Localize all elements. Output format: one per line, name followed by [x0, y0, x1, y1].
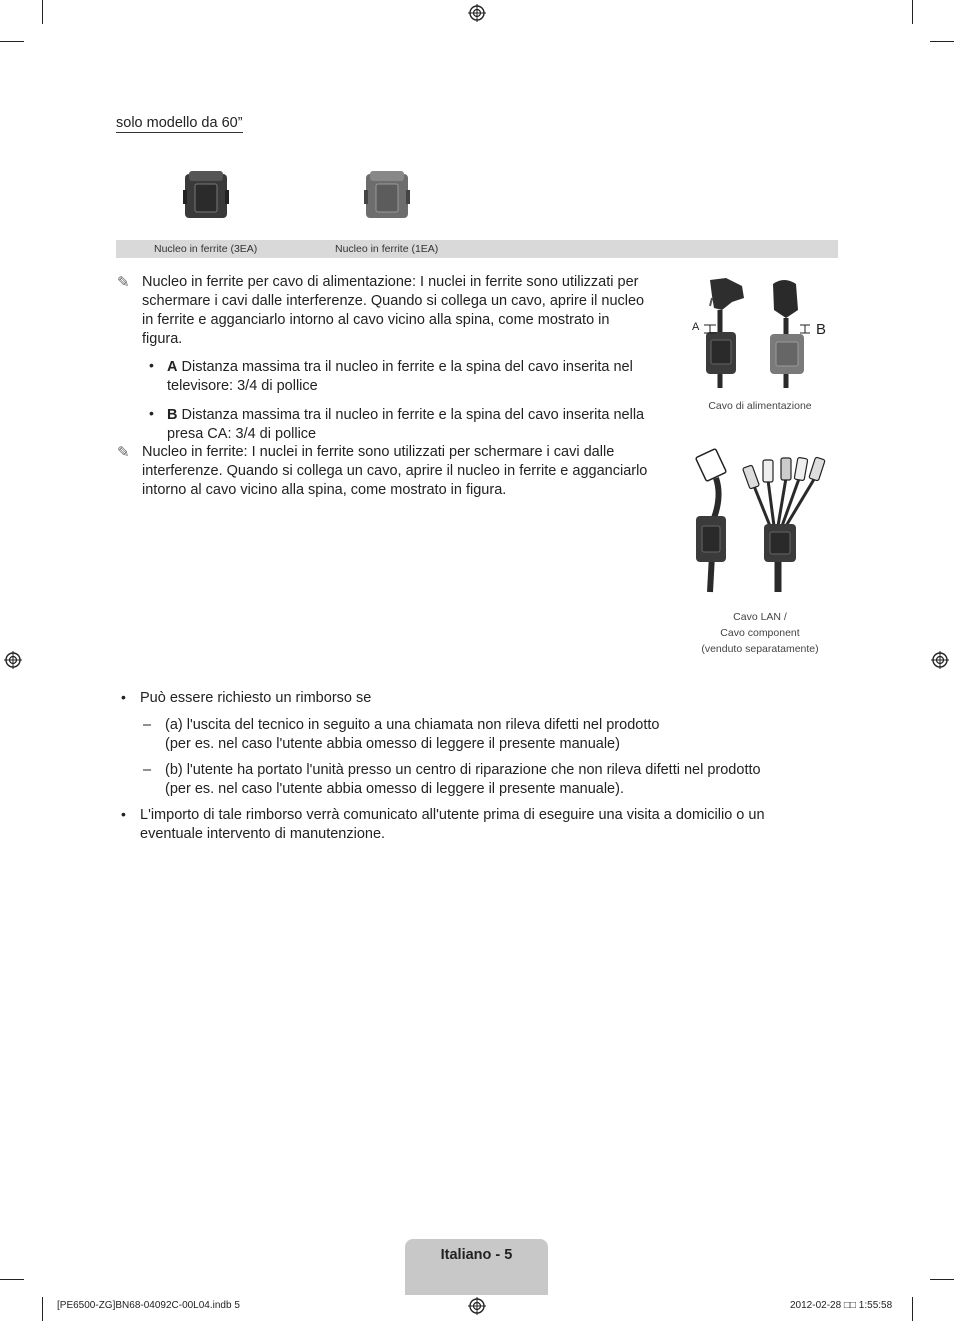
- lan-component-cable-illustration: [692, 446, 832, 594]
- registration-mark-icon: [468, 1297, 486, 1315]
- note-power-text: [142, 273, 682, 349]
- bullet-a-key: A: [167, 359, 178, 375]
- pencil-note-icon: ✎: [117, 444, 130, 461]
- dash-icon: –: [143, 762, 152, 778]
- crop-mark: [42, 1297, 43, 1321]
- ferrite-caption-3ea: Nucleo in ferrite (3EA): [154, 243, 258, 255]
- bullet-icon: •: [121, 689, 126, 705]
- bullet-icon: •: [149, 357, 154, 373]
- dash-icon: –: [143, 717, 152, 733]
- text-line: presa CA: 3/4 di pollice: [167, 426, 317, 442]
- text-line: figura.: [142, 331, 183, 347]
- text-line: (per es. nel caso l'utente abbia omesso di leggere il presente manuale): [165, 736, 620, 752]
- power-cable-caption: Cavo di alimentazione: [708, 400, 812, 412]
- registration-mark-icon: [931, 651, 949, 669]
- refund-dash-a: [165, 716, 825, 754]
- crop-mark: [912, 0, 913, 24]
- text-line: Distanza massima tra il nucleo in ferrite e la spina del cavo inserita nella: [177, 407, 645, 423]
- text-line: Nucleo in ferrite per cavo di alimentazione: I nuclei in ferrite sono utilizzati per: [142, 274, 639, 290]
- crop-mark: [0, 41, 24, 42]
- bullet-icon: •: [149, 405, 154, 421]
- registration-mark-icon: [4, 651, 22, 669]
- ferrite-caption-1ea: Nucleo in ferrite (1EA): [335, 243, 439, 255]
- pencil-note-icon: ✎: [117, 274, 130, 291]
- caption-line: (venduto separatamente): [701, 643, 819, 655]
- refund-bullet-1: Può essere richiesto un rimborso se: [140, 690, 372, 706]
- power-cable-illustration: [686, 276, 834, 391]
- text-line: intorno al cavo vicino alla spina, come mostrato in figura.: [142, 482, 507, 498]
- page-number-label: Italiano - 5: [440, 1247, 513, 1263]
- crop-mark: [0, 1279, 24, 1280]
- ferrite-core-grey-icon: [364, 170, 410, 220]
- text-line: in ferrite e agganciarlo intorno al cavo vicino alla spina, come mostrato in: [142, 312, 610, 328]
- ferrite-core-dark-icon: [183, 170, 229, 220]
- bullet-a-text: [167, 358, 677, 396]
- refund-dash-b: [165, 761, 845, 799]
- text-line: eventuale intervento di manutenzione.: [140, 826, 386, 842]
- text-line: (per es. nel caso l'utente abbia omesso di leggere il presente manuale).: [165, 781, 624, 797]
- crop-mark: [42, 0, 43, 24]
- bullet-b-key: B: [167, 407, 178, 423]
- text-line: televisore: 3/4 di pollice: [167, 378, 318, 394]
- crop-mark: [930, 1279, 954, 1280]
- text-line: (a) l'uscita del tecnico in seguito a una chiamata non rileva difetti nel prodotto: [165, 717, 660, 733]
- text-line: Distanza massima tra il nucleo in ferrite e la spina del cavo inserita nel: [177, 359, 633, 375]
- bullet-icon: •: [121, 806, 126, 822]
- crop-mark: [912, 1297, 913, 1321]
- note-ferrite-text: [142, 443, 682, 500]
- text-line: L'importo di tale rimborso verrà comunicato all'utente prima di eseguire una visita a domicilio o un: [140, 807, 765, 823]
- caption-line: Cavo LAN /: [733, 611, 787, 623]
- refund-bullet-2: [140, 806, 840, 844]
- crop-mark: [930, 41, 954, 42]
- text-line: (b) l'utente ha portato l'unità presso un centro di riparazione che non rileva difetti nel prodotto: [165, 762, 761, 778]
- footer-file: [PE6500-ZG]BN68-04092C-00L04.indb 5: [57, 1300, 240, 1311]
- bullet-b-text: [167, 406, 677, 444]
- dimension-label-b: B: [816, 321, 827, 338]
- text-line: Nucleo in ferrite: I nuclei in ferrite sono utilizzati per schermare i cavi dalle: [142, 444, 615, 460]
- dimension-label-a: A: [692, 321, 700, 333]
- text-line: schermare i cavi dalle interferenze. Quando si collega un cavo, aprire il nucleo: [142, 293, 645, 309]
- footer-datetime: 2012-02-28 □□ 1:55:58: [790, 1300, 893, 1311]
- caption-line: Cavo component: [720, 627, 800, 639]
- text-line: interferenze. Quando si collega un cavo, aprire il nucleo in ferrite e agganciarlo: [142, 463, 648, 479]
- section-title: solo modello da 60”: [116, 115, 243, 131]
- lan-cable-caption: [690, 609, 830, 657]
- registration-mark-icon: [468, 4, 486, 22]
